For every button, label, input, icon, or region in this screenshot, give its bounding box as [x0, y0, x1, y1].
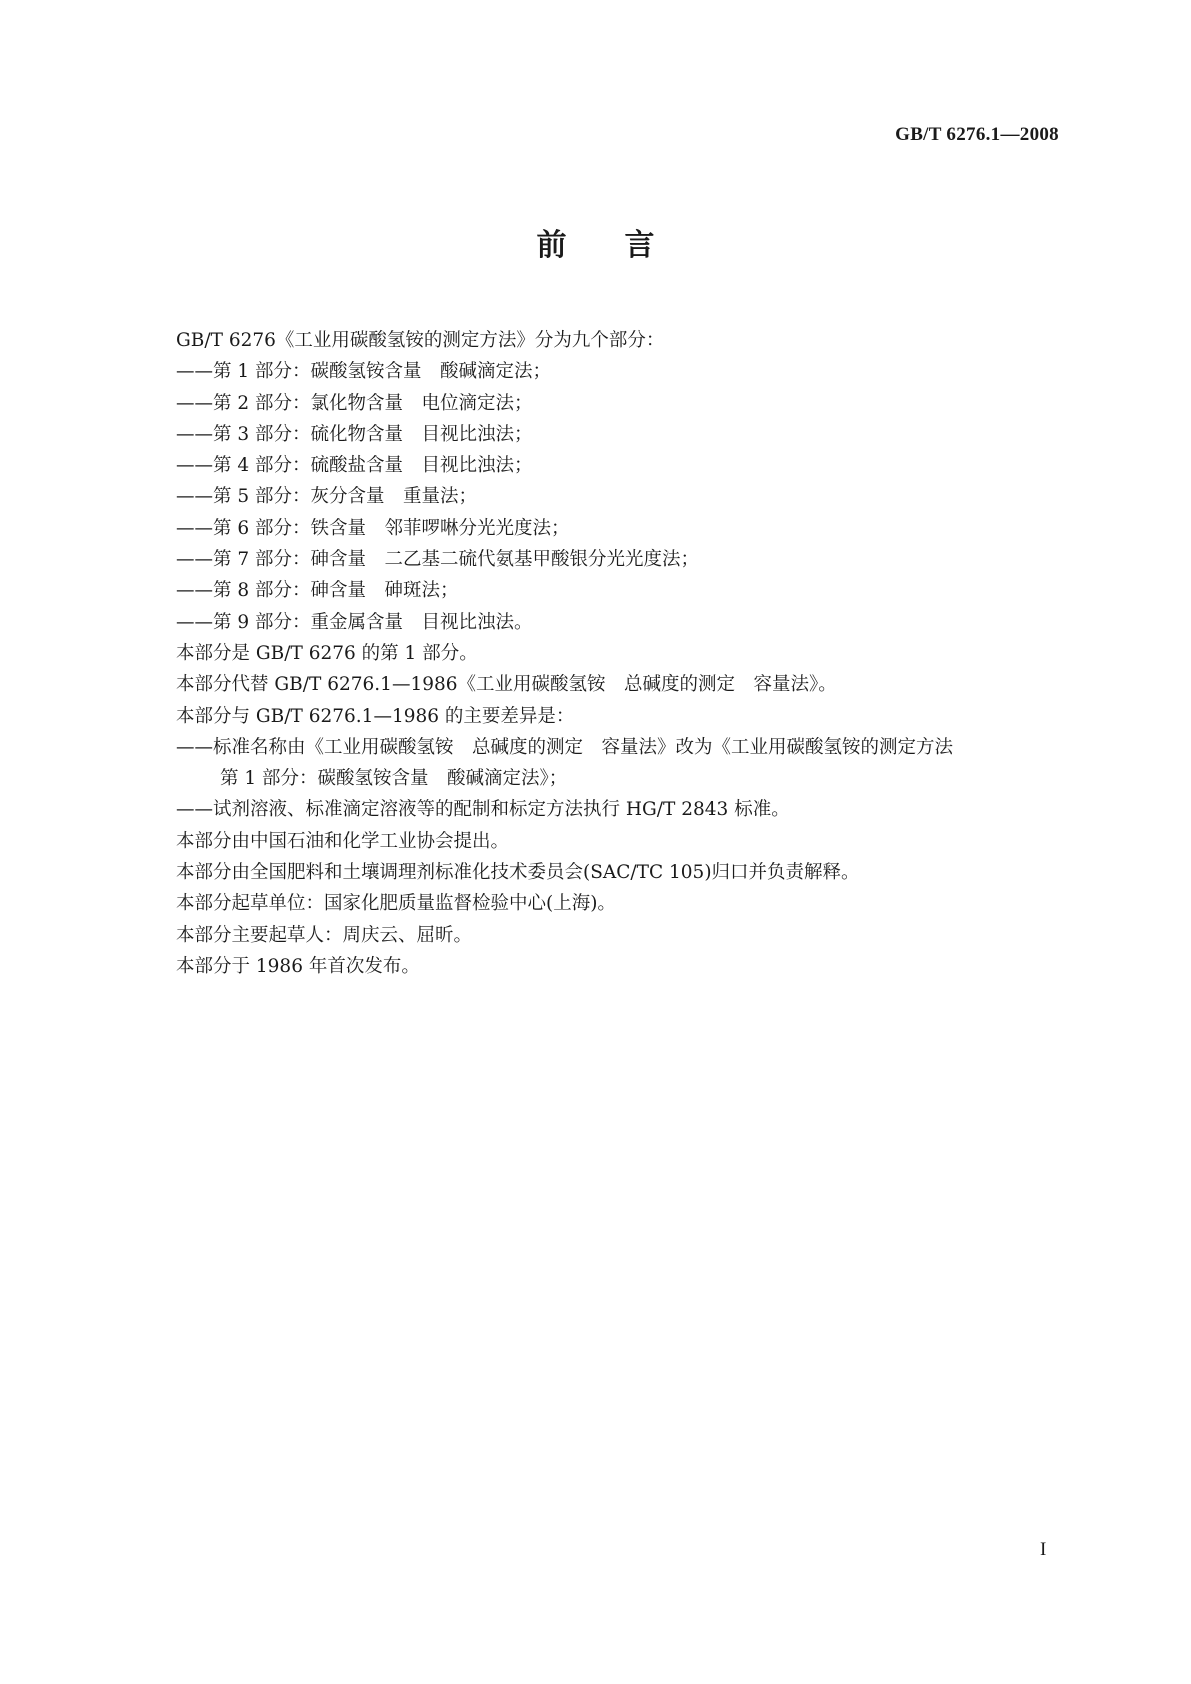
- difference-list-item: ——试剂溶液、标准滴定溶液等的配制和标定方法执行 HG/T 2843 标准。: [176, 799, 790, 821]
- body-paragraph: 本部分主要起草人：周庆云、屈昕。: [176, 924, 473, 946]
- page-title: 前言: [536, 228, 713, 263]
- part-list-item: ——第 1 部分：碳酸氢铵含量 酸碱滴定法；: [176, 361, 552, 383]
- body-paragraph: 本部分起草单位：国家化肥质量监督检验中心(上海)。: [176, 893, 616, 915]
- page-number: I: [1040, 1539, 1047, 1560]
- difference-list-item: ——标准名称由《工业用碳酸氢铵 总碱度的测定 容量法》改为《工业用碳酸氢铵的测定方法: [176, 736, 954, 758]
- foreword-body: [176, 325, 1056, 982]
- part-list-item: ——第 3 部分：硫化物含量 目视比浊法；: [176, 423, 533, 445]
- part-list-item: ——第 9 部分：重金属含量 目视比浊法。: [176, 611, 533, 633]
- body-paragraph: 本部分与 GB/T 6276.1—1986 的主要差异是：: [176, 705, 575, 727]
- body-paragraph: 本部分代替 GB/T 6276.1—1986《工业用碳酸氢铵 总碱度的测定 容量法》。: [176, 674, 837, 696]
- document-code: GB/T 6276.1—2008: [895, 124, 1059, 145]
- part-list-item: ——第 4 部分：硫酸盐含量 目视比浊法；: [176, 455, 533, 477]
- part-list-item: ——第 7 部分：砷含量 二乙基二硫代氨基甲酸银分光光度法；: [176, 549, 700, 571]
- part-list-item: ——第 6 部分：铁含量 邻菲啰啉分光光度法；: [176, 517, 570, 539]
- difference-list-item-continuation: 第 1 部分：碳酸氢铵含量 酸碱滴定法》；: [220, 768, 568, 790]
- part-list-item: ——第 8 部分：砷含量 砷斑法；: [176, 580, 459, 602]
- part-list-item: ——第 5 部分：灰分含量 重量法；: [176, 486, 478, 508]
- intro-paragraph: GB/T 6276《工业用碳酸氢铵的测定方法》分为九个部分：: [176, 330, 665, 351]
- body-paragraph: 本部分由中国石油和化学工业协会提出。: [176, 830, 510, 852]
- body-paragraph: 本部分由全国肥料和土壤调理剂标准化技术委员会(SAC/TC 105)归口并负责解释。: [176, 862, 860, 884]
- part-list-item: ——第 2 部分：氯化物含量 电位滴定法；: [176, 392, 533, 414]
- body-paragraph: 本部分于 1986 年首次发布。: [176, 955, 420, 977]
- body-paragraph: 本部分是 GB/T 6276 的第 1 部分。: [176, 642, 478, 664]
